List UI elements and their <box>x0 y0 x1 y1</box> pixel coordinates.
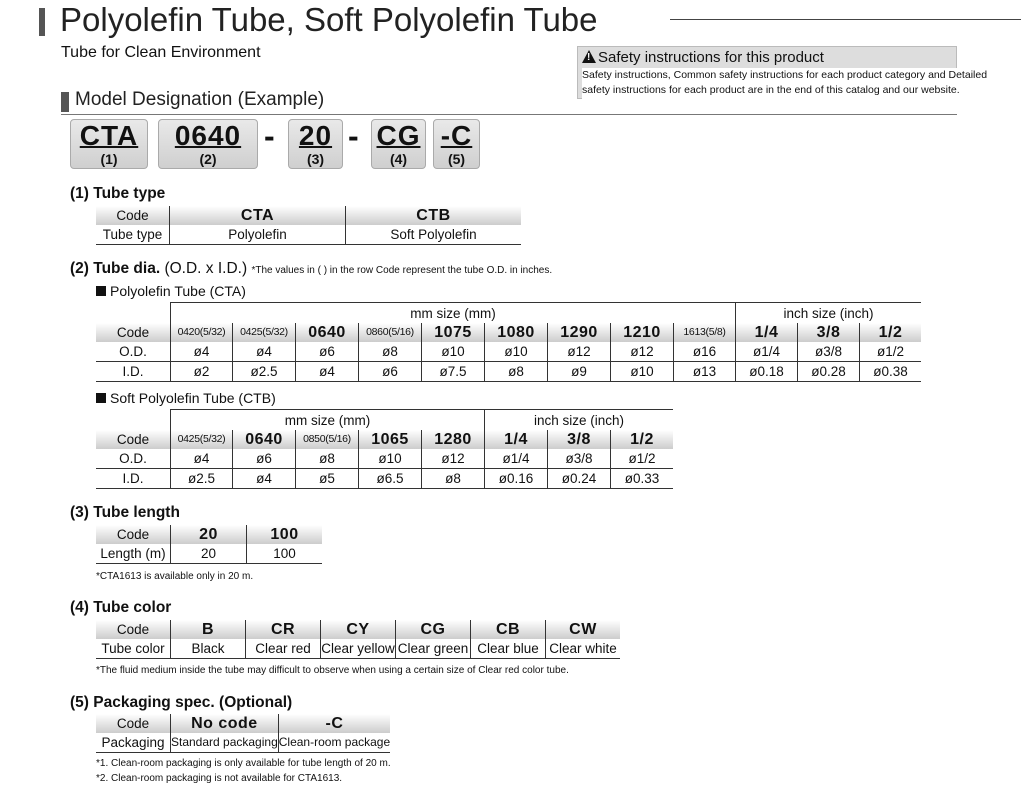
row-label-tube-type: Tube type <box>96 225 170 245</box>
ctb-code-cell: 3/8 <box>548 430 611 449</box>
safety-body <box>582 68 988 99</box>
model-code-text: -C <box>440 120 473 151</box>
length-value-cell: 100 <box>247 544 323 564</box>
safety-heading-text: Safety instructions for this product <box>598 49 824 66</box>
cta-id-cell: ø0.38 <box>860 362 922 382</box>
cta-id-cell: ø6 <box>359 362 422 382</box>
cta-code-cell: 1613(5/8) <box>674 323 736 342</box>
row-label-code: Code <box>96 323 171 342</box>
tube-dia-heading-bold: (2) Tube dia. <box>70 260 161 277</box>
cta-od-cell: ø4 <box>233 342 296 362</box>
mm-size-group-label: mm size (mm) <box>171 410 485 431</box>
ctb-od-cell: ø3/8 <box>548 449 611 469</box>
ctb-code-cell: 1065 <box>359 430 422 449</box>
length-code-cell: 100 <box>247 525 323 544</box>
length-code-cell: 20 <box>171 525 247 544</box>
tube-color-table <box>96 620 620 659</box>
color-code-cell: CY <box>321 620 396 639</box>
color-value-cell: Clear yellow <box>321 639 396 659</box>
tube-color-note: *The fluid medium inside the tube may difficult to observe when using a certain size of Clear red color tube. <box>96 665 569 676</box>
ctb-code-cell: 1280 <box>422 430 485 449</box>
packaging-heading: (5) Packaging spec. (Optional) <box>70 694 293 711</box>
cta-id-cell: ø4 <box>296 362 359 382</box>
color-code-cell: CB <box>471 620 546 639</box>
cta-code-cell: 1075 <box>422 323 485 342</box>
cta-id-cell: ø2.5 <box>233 362 296 382</box>
model-code-number: (5) <box>447 151 466 167</box>
title-rule <box>670 19 1021 20</box>
row-label-code: Code <box>96 525 171 544</box>
cta-od-cell: ø16 <box>674 342 736 362</box>
ctb-id-cell: ø6.5 <box>359 469 422 489</box>
row-label-length: Length (m) <box>96 544 171 564</box>
model-code-part-4 <box>371 119 426 169</box>
tube-length-heading: (3) Tube length <box>70 504 180 521</box>
cta-subheading-text: Polyolefin Tube (CTA) <box>110 283 246 299</box>
color-value-cell: Clear white <box>546 639 621 659</box>
ctb-od-cell: ø10 <box>359 449 422 469</box>
cta-code-cell: 0425(5/32) <box>233 323 296 342</box>
tube-dia-heading-normal: (O.D. x I.D.) <box>164 260 248 277</box>
ctb-code-cell: 1/2 <box>611 430 674 449</box>
color-code-cell: CR <box>246 620 321 639</box>
tube-type-code-cell: CTA <box>170 206 346 225</box>
tube-dia-heading-note: *The values in ( ) in the row Code represent the tube O.D. in inches. <box>251 265 553 276</box>
tube-type-heading: (1) Tube type <box>70 185 166 202</box>
cta-code-cell: 1290 <box>548 323 611 342</box>
model-code-number: (4) <box>389 151 408 167</box>
inch-size-group-label: inch size (inch) <box>736 303 922 324</box>
ctb-id-cell: ø4 <box>233 469 296 489</box>
row-label-code: Code <box>96 620 171 639</box>
color-value-cell: Black <box>171 639 246 659</box>
row-label-code: Code <box>96 430 171 449</box>
ctb-od-cell: ø6 <box>233 449 296 469</box>
model-dash: - <box>264 118 275 154</box>
group-blank <box>96 303 171 324</box>
cta-id-cell: ø0.28 <box>798 362 860 382</box>
cta-id-cell: ø13 <box>674 362 736 382</box>
model-designation-title: Model Designation (Example) <box>75 89 325 110</box>
row-label-id: I.D. <box>96 469 171 489</box>
color-value-cell: Clear blue <box>471 639 546 659</box>
model-code-text: 20 <box>298 120 333 151</box>
ctb-id-cell: ø8 <box>422 469 485 489</box>
tube-length-note: *CTA1613 is available only in 20 m. <box>96 571 254 582</box>
ctb-code-cell: 0425(5/32) <box>171 430 233 449</box>
color-value-cell: Clear red <box>246 639 321 659</box>
ctb-code-cell: 0850(5/16) <box>296 430 359 449</box>
tube-length-table <box>96 525 322 564</box>
cta-od-cell: ø4 <box>171 342 233 362</box>
section-accent-bar <box>61 92 69 112</box>
row-label-od: O.D. <box>119 451 147 466</box>
packaging-value-cell: Standard packaging <box>171 733 279 753</box>
title-accent-bar <box>39 8 45 36</box>
ctb-code-cell: 1/4 <box>485 430 548 449</box>
cta-od-cell: ø1/4 <box>736 342 798 362</box>
cta-id-cell: ø9 <box>548 362 611 382</box>
ctb-code-cell: 0640 <box>233 430 296 449</box>
cta-od-cell: ø6 <box>296 342 359 362</box>
cta-dia-table <box>96 302 921 382</box>
row-label-code: Code <box>96 206 170 225</box>
tube-type-value-cell: Polyolefin <box>170 225 346 245</box>
safety-heading <box>582 49 824 67</box>
cta-od-cell: ø12 <box>611 342 674 362</box>
packaging-value-cell: Clean-room package <box>278 733 390 753</box>
model-code-part-1 <box>70 119 148 169</box>
tube-color-heading: (4) Tube color <box>70 599 172 616</box>
ctb-od-cell: ø12 <box>422 449 485 469</box>
cta-od-cell: ø10 <box>485 342 548 362</box>
ctb-subheading <box>96 390 276 406</box>
tube-type-table <box>96 206 521 245</box>
cta-code-cell: 1/4 <box>736 323 798 342</box>
model-code-part-2 <box>158 119 258 169</box>
cta-od-cell: ø3/8 <box>798 342 860 362</box>
cta-code-cell: 0640 <box>296 323 359 342</box>
cta-code-cell: 1210 <box>611 323 674 342</box>
cta-id-cell: ø10 <box>611 362 674 382</box>
packaging-code-cell: No code <box>171 714 279 733</box>
model-dash: - <box>348 118 359 154</box>
tube-dia-heading <box>70 260 552 278</box>
model-code-part-5 <box>433 119 480 169</box>
color-code-cell: CG <box>396 620 471 639</box>
model-code-text: CG <box>376 120 421 151</box>
model-code-part-3 <box>288 119 343 169</box>
cta-code-cell: 1080 <box>485 323 548 342</box>
row-label-id: I.D. <box>96 362 171 382</box>
cta-od-cell: ø12 <box>548 342 611 362</box>
cta-id-cell: ø0.18 <box>736 362 798 382</box>
cta-id-cell: ø7.5 <box>422 362 485 382</box>
model-code-text: 0640 <box>174 120 242 151</box>
packaging-note-1: *1. Clean-room packaging is only available for tube length of 20 m. <box>96 758 391 769</box>
safety-line-1: Safety instructions, Common safety instructions for each product category and Detailed <box>582 69 988 81</box>
model-code-number: (1) <box>100 151 118 167</box>
ctb-id-cell: ø0.16 <box>485 469 548 489</box>
ctb-od-cell: ø4 <box>171 449 233 469</box>
cta-code-cell: 3/8 <box>798 323 860 342</box>
warning-triangle-icon <box>582 50 596 63</box>
packaging-table <box>96 714 390 753</box>
safety-line-2: safety instructions for each product are in the end of this catalog and our website. <box>582 84 960 96</box>
color-code-cell: CW <box>546 620 621 639</box>
row-label-code: Code <box>96 714 171 733</box>
row-label-tube-color: Tube color <box>96 639 171 659</box>
tube-type-code-cell: CTB <box>346 206 522 225</box>
cta-od-cell: ø1/2 <box>860 342 922 362</box>
cta-id-cell: ø2 <box>171 362 233 382</box>
cta-od-cell: ø10 <box>422 342 485 362</box>
model-code-number: (2) <box>199 151 217 167</box>
ctb-id-cell: ø2.5 <box>171 469 233 489</box>
mm-size-group-label: mm size (mm) <box>171 303 736 324</box>
page-title: Polyolefin Tube, Soft Polyolefin Tube <box>60 1 598 38</box>
ctb-id-cell: ø0.24 <box>548 469 611 489</box>
cta-subheading <box>96 283 246 299</box>
ctb-od-cell: ø8 <box>296 449 359 469</box>
page-subtitle: Tube for Clean Environment <box>61 44 261 61</box>
ctb-od-cell: ø1/4 <box>485 449 548 469</box>
cta-code-cell: 0420(5/32) <box>171 323 233 342</box>
model-code-text: CTA <box>79 120 139 151</box>
inch-size-group-label: inch size (inch) <box>485 410 674 431</box>
cta-od-cell: ø8 <box>359 342 422 362</box>
row-label-od: O.D. <box>119 344 147 359</box>
ctb-id-cell: ø5 <box>296 469 359 489</box>
packaging-code-cell: -C <box>278 714 390 733</box>
model-code-number: (3) <box>306 151 325 167</box>
cta-code-cell: 0860(5/16) <box>359 323 422 342</box>
ctb-dia-table <box>96 409 673 489</box>
packaging-note-2: *2. Clean-room packaging is not available for CTA1613. <box>96 773 343 784</box>
group-blank <box>96 410 171 431</box>
cta-id-cell: ø8 <box>485 362 548 382</box>
safety-instructions-box <box>577 46 988 99</box>
model-designation-rule <box>61 114 957 115</box>
tube-type-value-cell: Soft Polyolefin <box>346 225 522 245</box>
length-value-cell: 20 <box>171 544 247 564</box>
cta-code-cell: 1/2 <box>860 323 922 342</box>
row-label-packaging: Packaging <box>96 733 171 753</box>
ctb-od-cell: ø1/2 <box>611 449 674 469</box>
color-code-cell: B <box>171 620 246 639</box>
ctb-id-cell: ø0.33 <box>611 469 674 489</box>
color-value-cell: Clear green <box>396 639 471 659</box>
ctb-subheading-text: Soft Polyolefin Tube (CTB) <box>110 390 276 406</box>
square-bullet-icon <box>96 286 106 296</box>
square-bullet-icon <box>96 393 106 403</box>
